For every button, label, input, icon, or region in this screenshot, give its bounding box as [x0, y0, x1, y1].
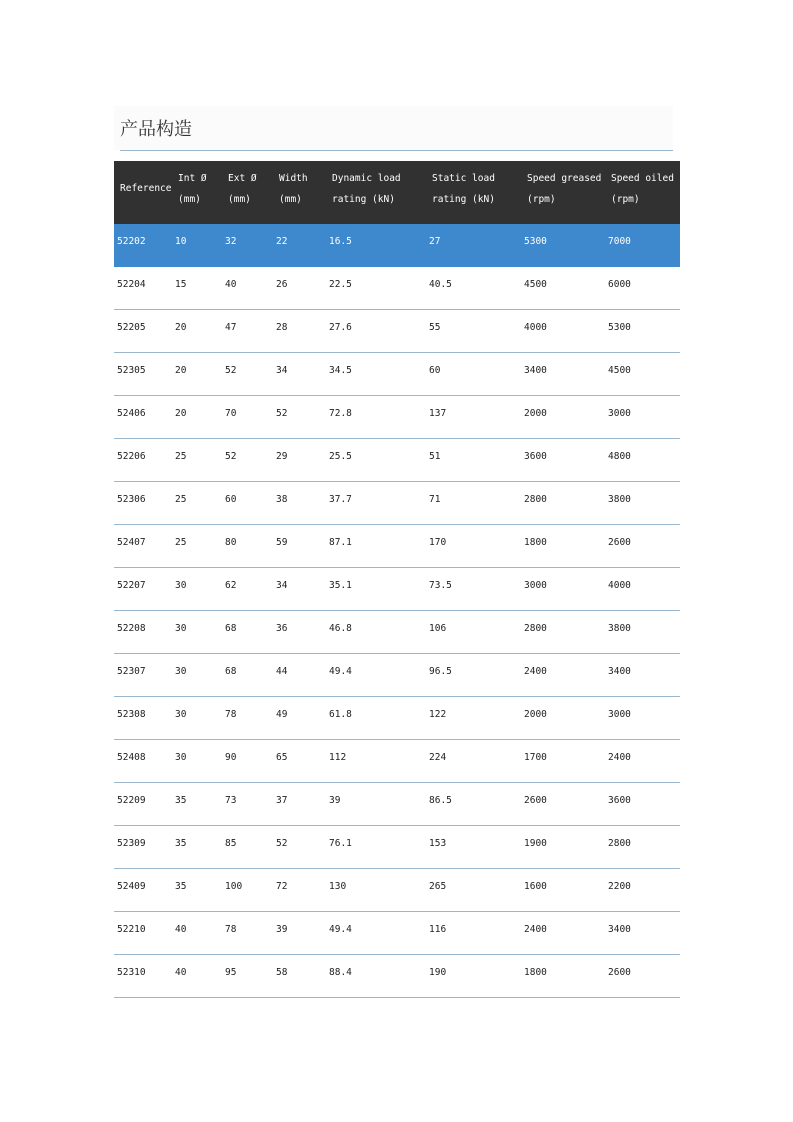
- cell-ext-diameter: 62: [225, 580, 237, 591]
- table-row[interactable]: [114, 353, 680, 396]
- cell-static-load: 40.5: [429, 279, 452, 290]
- cell-reference: 52205: [117, 322, 146, 333]
- cell-speed-oiled: 2600: [608, 967, 631, 978]
- cell-ext-diameter: 70: [225, 408, 237, 419]
- table-row[interactable]: [114, 310, 680, 353]
- cell-dynamic-load: 25.5: [329, 451, 352, 462]
- cell-speed-oiled: 3000: [608, 408, 631, 419]
- cell-int-diameter: 20: [175, 322, 187, 333]
- cell-int-diameter: 30: [175, 752, 187, 763]
- cell-int-diameter: 30: [175, 709, 187, 720]
- cell-width: 34: [276, 365, 288, 376]
- cell-speed-greased: 2400: [524, 924, 547, 935]
- cell-int-diameter: 20: [175, 365, 187, 376]
- cell-int-diameter: 35: [175, 881, 187, 892]
- cell-int-diameter: 20: [175, 408, 187, 419]
- cell-int-diameter: 40: [175, 924, 187, 935]
- table-row[interactable]: [114, 783, 680, 826]
- cell-int-diameter: 30: [175, 580, 187, 591]
- cell-speed-oiled: 2400: [608, 752, 631, 763]
- cell-speed-greased: 2800: [524, 494, 547, 505]
- cell-dynamic-load: 16.5: [329, 236, 352, 247]
- cell-dynamic-load: 22.5: [329, 279, 352, 290]
- table-row[interactable]: [114, 826, 680, 869]
- table-header: [114, 161, 680, 224]
- cell-int-diameter: 15: [175, 279, 187, 290]
- table-row[interactable]: [114, 912, 680, 955]
- cell-speed-oiled: 2200: [608, 881, 631, 892]
- cell-reference: 52209: [117, 795, 146, 806]
- cell-dynamic-load: 76.1: [329, 838, 352, 849]
- header-dynamic-load-label: Dynamic load: [332, 173, 401, 184]
- header-width-unit: (mm): [279, 194, 302, 205]
- cell-speed-oiled: 5300: [608, 322, 631, 333]
- cell-reference: 52409: [117, 881, 146, 892]
- cell-dynamic-load: 27.6: [329, 322, 352, 333]
- cell-speed-oiled: 3000: [608, 709, 631, 720]
- cell-static-load: 116: [429, 924, 447, 935]
- cell-int-diameter: 30: [175, 623, 187, 634]
- cell-ext-diameter: 32: [225, 236, 237, 247]
- cell-static-load: 71: [429, 494, 441, 505]
- table-row[interactable]: [114, 697, 680, 740]
- cell-speed-greased: 1700: [524, 752, 547, 763]
- cell-speed-greased: 1900: [524, 838, 547, 849]
- cell-width: 49: [276, 709, 288, 720]
- cell-static-load: 96.5: [429, 666, 452, 677]
- cell-ext-diameter: 78: [225, 924, 237, 935]
- cell-ext-diameter: 78: [225, 709, 237, 720]
- cell-dynamic-load: 72.8: [329, 408, 352, 419]
- cell-static-load: 190: [429, 967, 447, 978]
- cell-reference: 52308: [117, 709, 146, 720]
- cell-static-load: 224: [429, 752, 447, 763]
- cell-dynamic-load: 49.4: [329, 666, 352, 677]
- cell-dynamic-load: 112: [329, 752, 347, 763]
- cell-reference: 52407: [117, 537, 146, 548]
- cell-width: 38: [276, 494, 288, 505]
- cell-static-load: 153: [429, 838, 447, 849]
- cell-ext-diameter: 40: [225, 279, 237, 290]
- cell-dynamic-load: 34.5: [329, 365, 352, 376]
- header-speed-oiled-label: Speed oiled: [611, 173, 674, 184]
- cell-ext-diameter: 60: [225, 494, 237, 505]
- cell-width: 52: [276, 838, 288, 849]
- cell-speed-oiled: 3800: [608, 494, 631, 505]
- table-row[interactable]: [114, 525, 680, 568]
- cell-speed-greased: 1800: [524, 967, 547, 978]
- cell-speed-oiled: 7000: [608, 236, 631, 247]
- header-ext-diameter-unit: (mm): [228, 194, 251, 205]
- cell-width: 34: [276, 580, 288, 591]
- cell-speed-greased: 2400: [524, 666, 547, 677]
- table-row[interactable]: [114, 654, 680, 697]
- cell-static-load: 86.5: [429, 795, 452, 806]
- cell-ext-diameter: 90: [225, 752, 237, 763]
- cell-static-load: 60: [429, 365, 441, 376]
- cell-width: 37: [276, 795, 288, 806]
- page-title: 产品构造: [120, 119, 192, 140]
- cell-speed-greased: 3400: [524, 365, 547, 376]
- bearing-table: [114, 161, 680, 998]
- cell-static-load: 55: [429, 322, 441, 333]
- title-box: [114, 106, 673, 150]
- cell-speed-greased: 3000: [524, 580, 547, 591]
- header-int-diameter-label: Int Ø: [178, 173, 207, 184]
- cell-speed-greased: 2000: [524, 408, 547, 419]
- cell-speed-greased: 5300: [524, 236, 547, 247]
- cell-speed-oiled: 4800: [608, 451, 631, 462]
- cell-static-load: 265: [429, 881, 447, 892]
- cell-int-diameter: 30: [175, 666, 187, 677]
- cell-speed-oiled: 3400: [608, 924, 631, 935]
- table-row[interactable]: [114, 439, 680, 482]
- header-speed-oiled-unit: (rpm): [611, 194, 640, 205]
- cell-int-diameter: 25: [175, 537, 187, 548]
- cell-speed-oiled: 2600: [608, 537, 631, 548]
- cell-speed-greased: 2600: [524, 795, 547, 806]
- cell-static-load: 106: [429, 623, 447, 634]
- table-row[interactable]: [114, 568, 680, 611]
- cell-reference: 52306: [117, 494, 146, 505]
- cell-width: 26: [276, 279, 288, 290]
- cell-int-diameter: 25: [175, 451, 187, 462]
- cell-ext-diameter: 100: [225, 881, 243, 892]
- header-reference-label: Reference: [120, 183, 172, 194]
- cell-dynamic-load: 37.7: [329, 494, 352, 505]
- table-row[interactable]: [114, 740, 680, 783]
- cell-dynamic-load: 39: [329, 795, 341, 806]
- cell-speed-oiled: 6000: [608, 279, 631, 290]
- title-divider: [120, 150, 673, 151]
- cell-reference: 52210: [117, 924, 146, 935]
- cell-reference: 52207: [117, 580, 146, 591]
- cell-ext-diameter: 68: [225, 623, 237, 634]
- cell-speed-greased: 2000: [524, 709, 547, 720]
- cell-dynamic-load: 87.1: [329, 537, 352, 548]
- cell-width: 44: [276, 666, 288, 677]
- cell-dynamic-load: 61.8: [329, 709, 352, 720]
- header-ext-diameter-label: Ext Ø: [228, 173, 257, 184]
- cell-reference: 52408: [117, 752, 146, 763]
- cell-int-diameter: 35: [175, 795, 187, 806]
- cell-static-load: 73.5: [429, 580, 452, 591]
- cell-speed-greased: 1800: [524, 537, 547, 548]
- cell-ext-diameter: 47: [225, 322, 237, 333]
- cell-ext-diameter: 73: [225, 795, 237, 806]
- cell-dynamic-load: 88.4: [329, 967, 352, 978]
- table-row[interactable]: [114, 955, 680, 998]
- cell-width: 52: [276, 408, 288, 419]
- cell-ext-diameter: 52: [225, 451, 237, 462]
- header-speed-greased-unit: (rpm): [527, 194, 556, 205]
- cell-width: 58: [276, 967, 288, 978]
- cell-static-load: 170: [429, 537, 447, 548]
- cell-int-diameter: 35: [175, 838, 187, 849]
- cell-int-diameter: 10: [175, 236, 187, 247]
- table-row[interactable]: [114, 611, 680, 654]
- cell-reference: 52202: [117, 236, 146, 247]
- cell-dynamic-load: 49.4: [329, 924, 352, 935]
- cell-static-load: 51: [429, 451, 441, 462]
- table-row[interactable]: [114, 869, 680, 912]
- table-body: [114, 224, 680, 998]
- cell-width: 65: [276, 752, 288, 763]
- cell-ext-diameter: 52: [225, 365, 237, 376]
- cell-reference: 52406: [117, 408, 146, 419]
- cell-static-load: 137: [429, 408, 447, 419]
- cell-width: 22: [276, 236, 288, 247]
- cell-reference: 52204: [117, 279, 146, 290]
- cell-width: 28: [276, 322, 288, 333]
- cell-reference: 52206: [117, 451, 146, 462]
- cell-width: 72: [276, 881, 288, 892]
- header-speed-greased-label: Speed greased: [527, 173, 602, 184]
- cell-reference: 52310: [117, 967, 146, 978]
- cell-width: 36: [276, 623, 288, 634]
- cell-speed-oiled: 3800: [608, 623, 631, 634]
- cell-ext-diameter: 95: [225, 967, 237, 978]
- cell-reference: 52305: [117, 365, 146, 376]
- header-static-load-unit: rating (kN): [432, 194, 495, 205]
- cell-width: 29: [276, 451, 288, 462]
- table-row[interactable]: [114, 482, 680, 525]
- header-static-load-label: Static load: [432, 173, 495, 184]
- table-row-selected[interactable]: [114, 224, 680, 267]
- cell-int-diameter: 25: [175, 494, 187, 505]
- cell-dynamic-load: 46.8: [329, 623, 352, 634]
- cell-ext-diameter: 85: [225, 838, 237, 849]
- cell-speed-oiled: 4500: [608, 365, 631, 376]
- cell-static-load: 27: [429, 236, 441, 247]
- cell-speed-oiled: 4000: [608, 580, 631, 591]
- cell-ext-diameter: 80: [225, 537, 237, 548]
- table-row[interactable]: [114, 396, 680, 439]
- cell-width: 39: [276, 924, 288, 935]
- table-row[interactable]: [114, 267, 680, 310]
- cell-dynamic-load: 35.1: [329, 580, 352, 591]
- cell-reference: 52307: [117, 666, 146, 677]
- cell-static-load: 122: [429, 709, 447, 720]
- cell-int-diameter: 40: [175, 967, 187, 978]
- cell-ext-diameter: 68: [225, 666, 237, 677]
- cell-speed-greased: 4500: [524, 279, 547, 290]
- header-dynamic-load-unit: rating (kN): [332, 194, 395, 205]
- cell-speed-greased: 1600: [524, 881, 547, 892]
- cell-speed-oiled: 3400: [608, 666, 631, 677]
- cell-dynamic-load: 130: [329, 881, 347, 892]
- header-width-label: Width: [279, 173, 308, 184]
- cell-reference: 52309: [117, 838, 146, 849]
- header-int-diameter-unit: (mm): [178, 194, 201, 205]
- cell-speed-greased: 3600: [524, 451, 547, 462]
- cell-speed-oiled: 3600: [608, 795, 631, 806]
- cell-reference: 52208: [117, 623, 146, 634]
- cell-speed-greased: 4000: [524, 322, 547, 333]
- cell-speed-oiled: 2800: [608, 838, 631, 849]
- cell-speed-greased: 2800: [524, 623, 547, 634]
- cell-width: 59: [276, 537, 288, 548]
